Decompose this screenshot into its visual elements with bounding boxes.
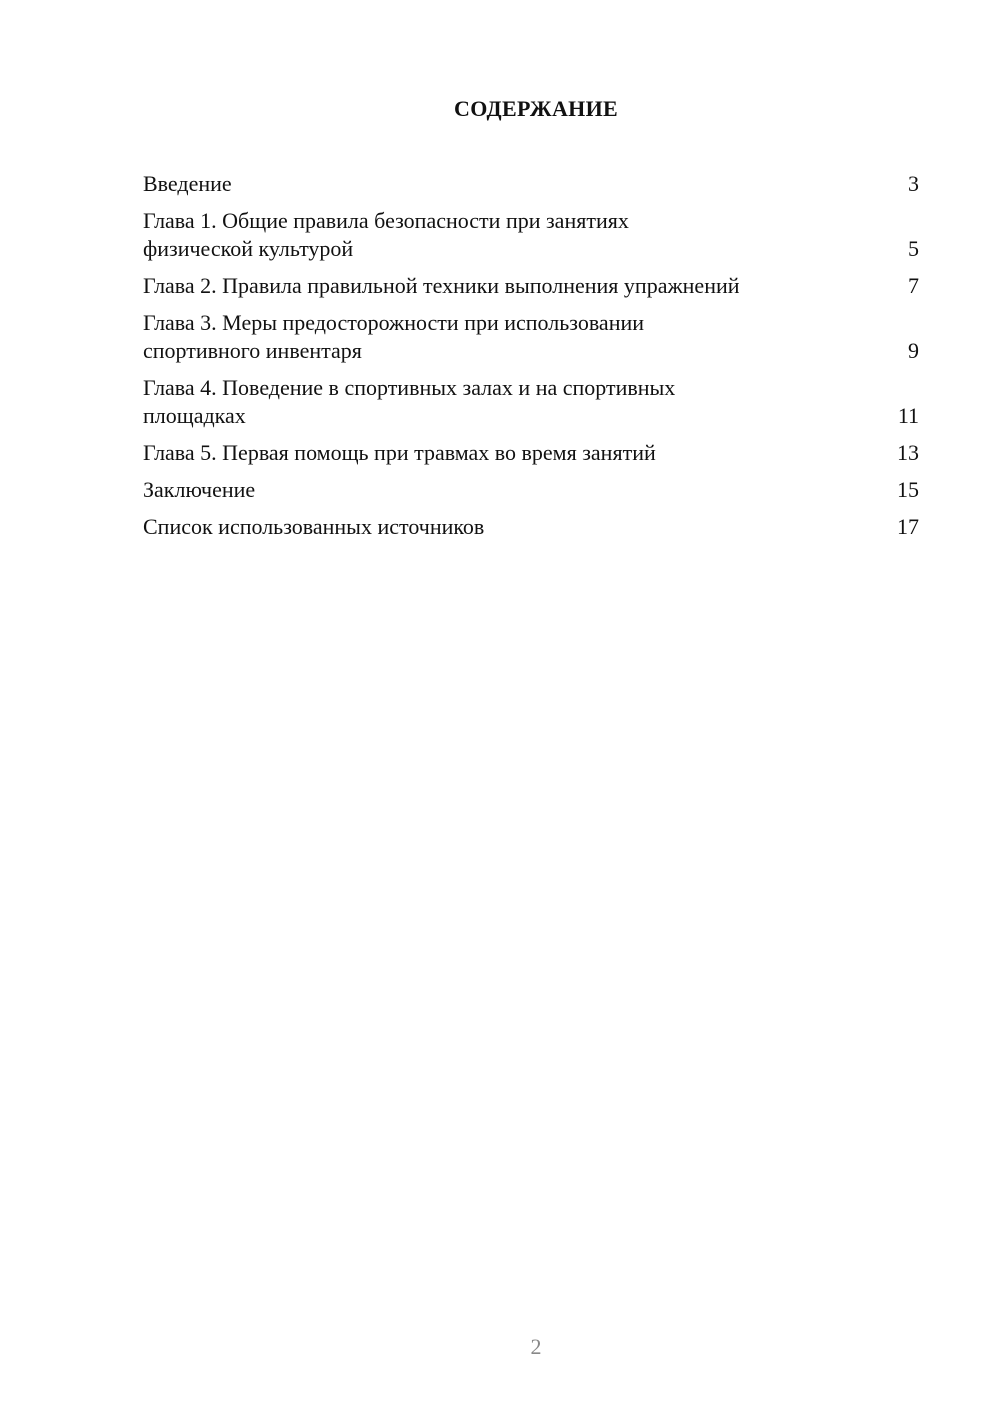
toc-entry-chapter-3	[143, 309, 919, 365]
toc-entry-page: 7	[908, 273, 919, 298]
table-of-contents	[143, 170, 919, 550]
toc-entry-page: 9	[908, 338, 919, 363]
toc-entry-page: 11	[897, 403, 919, 428]
page-number: 2	[530, 1334, 542, 1359]
toc-entry-label: Список использованных источников	[143, 514, 485, 539]
toc-entry-label: Глава 3. Меры предосторожности при использовании спортивного инвентаря	[143, 310, 645, 363]
toc-entry-chapter-1	[143, 207, 919, 263]
toc-entry-page: 13	[897, 440, 919, 465]
toc-entry-label: Заключение	[143, 477, 256, 502]
toc-entry-page: 17	[897, 514, 919, 539]
toc-entry-label: Глава 4. Поведение в спортивных залах и на спортивных площадках	[143, 375, 676, 428]
toc-entry-label: Глава 5. Первая помощь при травмах во время занятий	[143, 440, 656, 465]
toc-entry-chapter-2	[143, 272, 919, 300]
toc-entry-label: Введение	[143, 171, 232, 196]
toc-entry-chapter-5	[143, 439, 919, 467]
toc-entry-label: Глава 1. Общие правила безопасности при занятиях физической культурой	[143, 208, 629, 261]
toc-entry-page: 15	[897, 477, 919, 502]
toc-entry-page: 3	[908, 171, 919, 196]
toc-entry-introduction	[143, 170, 919, 198]
toc-entry-conclusion	[143, 476, 919, 504]
toc-entry-chapter-4	[143, 374, 919, 430]
toc-entry-page: 5	[908, 236, 919, 261]
toc-entry-references	[143, 513, 919, 541]
toc-entry-label: Глава 2. Правила правильной техники выполнения упражнений	[143, 273, 740, 298]
page-title: СОДЕРЖАНИЕ	[454, 96, 618, 121]
